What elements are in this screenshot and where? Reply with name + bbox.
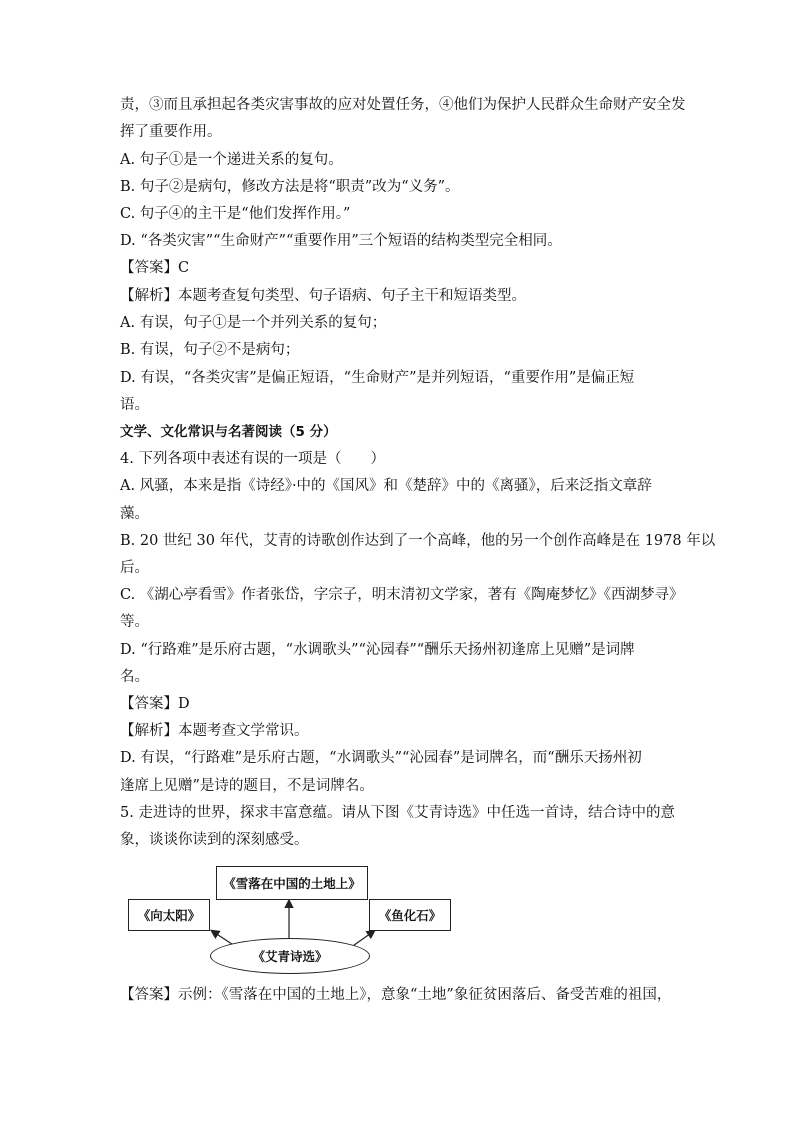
- option-d: D. “各类灾害”“生命财产”“重要作用”三个短语的结构类型完全相同。: [120, 233, 562, 249]
- analysis-3-b: B. 有误，句子②不是病句；: [120, 342, 300, 358]
- q4-option-a-cont: 藻。: [120, 506, 149, 522]
- diagram-box-top: 《雪落在中国的土地上》: [216, 866, 368, 900]
- answer-4: 【答案】D: [120, 696, 190, 712]
- question-4: 4. 下列各项中表述有误的一项是（ ）: [120, 451, 385, 467]
- question-5-cont: 象，谈谈你读到的深刻感受。: [120, 832, 309, 848]
- analysis-3: 【解析】本题考查复句类型、句子语病、句子主干和短语类型。: [120, 288, 526, 304]
- question-5: 5. 走进诗的世界，探求丰富意蕴。请从下图《艾青诗选》中任选一首诗，结合诗中的意: [120, 805, 675, 821]
- q4-option-b-cont: 后。: [120, 560, 149, 576]
- analysis-3-d: D. 有误，“各类灾害”是偏正短语，“生命财产”是并列短语，“重要作用”是偏正短: [120, 370, 635, 386]
- q4-option-a: A. 风骚，本来是指《诗经》·中的《国风》和《楚辞》中的《离骚》，后来泛指文章辞: [120, 478, 652, 494]
- analysis-3-a: A. 有误，句子①是一个并列关系的复句；: [120, 315, 387, 331]
- answer-5: 【答案】示例：《雪落在中国的土地上》，意象“土地”象征贫困落后、备受苦难的祖国，: [120, 987, 672, 1003]
- diagram-box-left: 《向太阳》: [128, 899, 210, 931]
- text-line-1: 责，③而且承担起各类灾害事故的应对处置任务，④他们为保护人民群众生命财产安全发: [120, 97, 686, 113]
- option-b: B. 句子②是病句，修改方法是将“职责”改为“义务”。: [120, 179, 460, 195]
- analysis-3-d-cont: 语。: [120, 397, 149, 413]
- text-line-2: 挥了重要作用。: [120, 124, 222, 140]
- q4-option-c-cont: 等。: [120, 614, 149, 630]
- analysis-4-d-cont: 逢席上见赠”是诗的题目，不是词牌名。: [120, 778, 374, 794]
- q4-option-d: D. “行路难”是乐府古题，“水调歌头”“沁园春”“酬乐天扬州初逢席上见赠”是词牌: [120, 642, 635, 658]
- analysis-4-d: D. 有误，“行路难”是乐府古题，“水调歌头”“沁园春”是词牌名，而“酬乐天扬州初: [120, 750, 642, 766]
- answer-3: 【答案】C: [120, 260, 190, 276]
- q4-option-d-cont: 名。: [120, 669, 149, 685]
- q4-option-b: B. 20 世纪 30 年代，艾青的诗歌创作达到了一个高峰，他的另一个创作高峰是在 1978 年以: [120, 533, 716, 549]
- option-c: C. 句子④的主干是“他们发挥作用。”: [120, 206, 351, 222]
- option-a: A. 句子①是一个递进关系的复句。: [120, 152, 343, 168]
- q4-option-c: C. 《湖心亭看雪》作者张岱，字宗子，明末清初文学家，著有《陶庵梦忆》《西湖梦寻》: [120, 587, 684, 603]
- diagram-box-right: 《鱼化石》: [369, 899, 451, 931]
- section-heading: 文学、文化常识与名著阅读（5 分）: [120, 424, 337, 440]
- diagram-center-ellipse: 《艾青诗选》: [210, 938, 370, 974]
- analysis-4: 【解析】本题考查文学常识。: [120, 723, 309, 739]
